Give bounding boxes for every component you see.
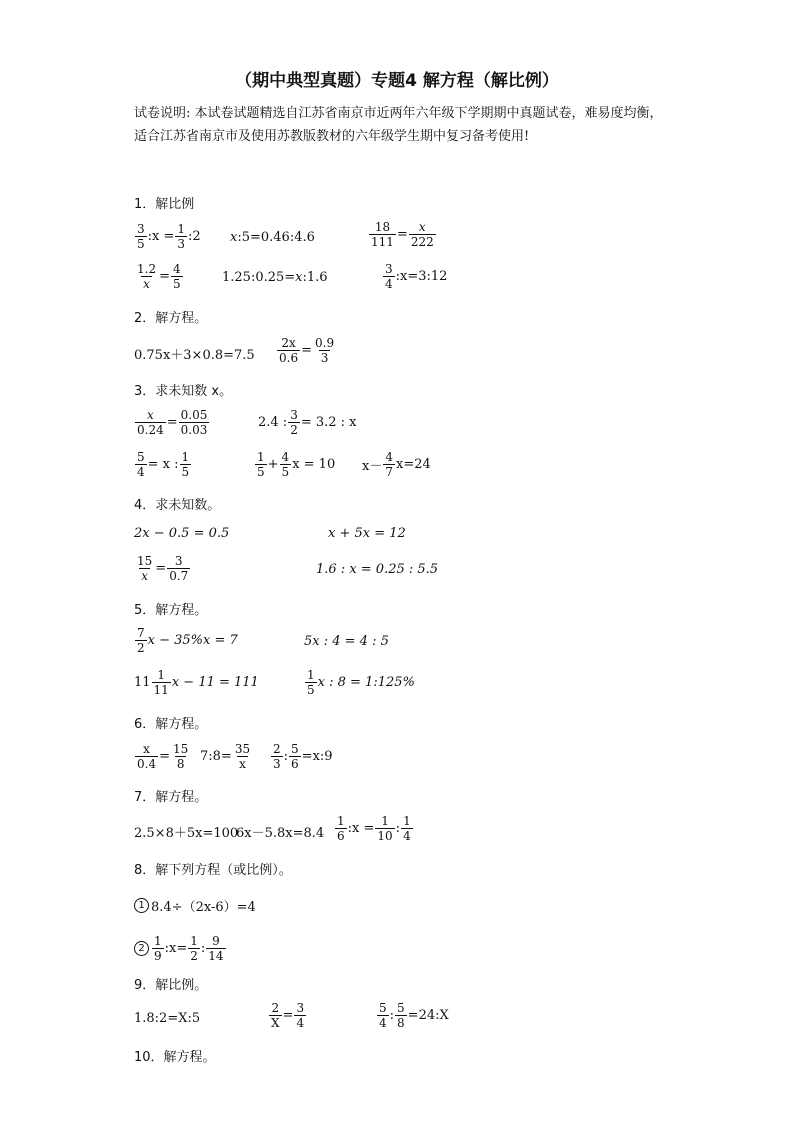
fraction: $\frac{1}{5}$: [257, 450, 265, 479]
fraction: $\frac{2}{3}$: [273, 742, 281, 771]
fraction: $\frac{1}{5}$: [307, 668, 315, 697]
fraction: $\frac{1}{9}$: [154, 934, 162, 963]
fraction: $\frac{0.9}{3}$: [315, 336, 335, 365]
eq-5b: 5x : 4 = 4 : 5: [304, 634, 389, 649]
fraction: $\frac{x}{0.4}$: [137, 742, 157, 771]
section-9-label: 9．解比例。: [134, 978, 208, 993]
fraction: $\frac{3}{0.7}$: [169, 554, 189, 583]
fraction: $\frac{15}{x}$: [137, 554, 153, 583]
section-10-label: 10．解方程。: [134, 1050, 216, 1065]
eq-4b: x + 5x = 12: [328, 526, 406, 541]
eq-2b: $\frac{2x}{0.6}$ = $\frac{0.9}{3}$: [279, 336, 335, 365]
eq-6b: 7:8= $\frac{35}{x}$: [200, 742, 251, 771]
fraction: $\frac{1}{4}$: [403, 814, 411, 843]
fraction: $\frac{5}{4}$: [137, 450, 145, 479]
fraction: $\frac{15}{8}$: [173, 742, 189, 771]
section-2-label: 2．解方程。: [134, 311, 208, 326]
section-8-label: 8．解下列方程（或比例）。: [134, 863, 292, 878]
fraction: $\frac{1}{11}$: [153, 668, 169, 697]
fraction: $\frac{5}{4}$: [379, 1001, 387, 1030]
mixed-number: 11 $\frac{1}{11}$: [134, 668, 169, 697]
fraction: $\frac{4}{7}$: [385, 450, 393, 479]
page-title: （期中典型真题）专题4 解方程（解比例）: [235, 71, 559, 91]
fraction: $\frac{1}{6}$: [337, 814, 345, 843]
eq-8b: 2 $\frac{1}{9}$ :x= $\frac{1}{2}$ : $\frac{9}{14}$: [134, 934, 227, 963]
eq-1b: x :5=0.46:4.6: [230, 230, 315, 245]
eq-7b: 6x－5.8x=8.4: [236, 826, 325, 841]
eq-4a: 2x − 0.5 = 0.5: [134, 526, 230, 541]
fraction: $\frac{35}{x}$: [234, 742, 251, 771]
eq-6c: $\frac{2}{3}$ : $\frac{5}{6}$ =x:9: [273, 742, 333, 771]
eq-4c: $\frac{15}{x}$ = $\frac{3}{0.7}$: [137, 554, 189, 583]
eq-1e: 1.25:0.25= x :1.6: [222, 270, 328, 285]
fraction: $\frac{1}{3}$: [177, 222, 186, 251]
fraction: $\frac{4}{5}$: [173, 262, 181, 291]
eq-1a: $\frac{3}{5}$ :x = $\frac{1}{3}$ :2: [137, 222, 201, 251]
eq-8a: 1 8.4÷（2x-6）=4: [134, 896, 256, 915]
fraction: $\frac{5}{8}$: [397, 1001, 405, 1030]
eq-1f: $\frac{3}{4}$ :x=3:12: [385, 262, 448, 291]
fraction: $\frac{1.2}{x}$: [137, 262, 157, 291]
eq-3d: $\frac{1}{5}$ + $\frac{4}{5}$ x = 10: [257, 450, 336, 479]
section-4-label: 4．求未知数。: [134, 498, 221, 513]
eq-9a: 1.8:2=X:5: [134, 1011, 201, 1026]
fraction: $\frac{4}{5}$: [281, 450, 290, 479]
fraction: $\frac{7}{2}$: [137, 626, 145, 655]
eq-3b: 2.4 : $\frac{3}{2}$ = 3.2 : x: [258, 408, 357, 437]
fraction: $\frac{0.05}{0.03}$: [180, 408, 208, 437]
eq-3e: x－ $\frac{4}{7}$ x=24: [362, 450, 431, 479]
eq-7c: $\frac{1}{6}$ :x = $\frac{1}{10}$ : $\frac{1}{4}$: [337, 814, 411, 843]
intro-text: 试卷说明: 本试卷试题精选自江苏省南京市近两年六年级下学期期中真题试卷，难易度均衡，适合江苏省南京市及使用苏教版教材的六年级学生期中复习备考使用!: [134, 106, 663, 144]
section-6-label: 6．解方程。: [134, 717, 208, 732]
fraction: $\frac{9}{14}$: [208, 934, 224, 963]
eq-5d: $\frac{1}{5}$ x : 8 = 1:125%: [307, 668, 415, 697]
fraction: $\frac{3}{4}$: [296, 1001, 305, 1030]
eq-3c: $\frac{5}{4}$ = x : $\frac{1}{5}$: [137, 450, 190, 479]
section-5-label: 5．解方程。: [134, 603, 208, 618]
circled-number: 2: [134, 941, 149, 956]
eq-6a: $\frac{x}{0.4}$ = $\frac{15}{8}$: [137, 742, 189, 771]
fraction: $\frac{18}{111}$: [371, 220, 394, 249]
fraction: $\frac{1}{10}$: [377, 814, 393, 843]
section-1-label: 1．解比例: [134, 197, 195, 212]
fraction: $\frac{3}{2}$: [290, 408, 298, 437]
eq-1d: $\frac{1.2}{x}$ = $\frac{4}{5}$: [137, 262, 181, 291]
eq-9c: $\frac{5}{4}$ : $\frac{5}{8}$ =24:X: [379, 1001, 449, 1030]
eq-2a: 0.75x＋3×0.8=7.5: [134, 348, 255, 363]
eq-4d: 1.6 : x = 0.25 : 5.5: [316, 562, 439, 577]
eq-5c: 11 $\frac{1}{11}$ x − 11 = 111: [134, 668, 259, 697]
eq-1c: $\frac{18}{111}$ = $\frac{x}{222}$: [371, 220, 434, 249]
fraction: $\frac{3}{5}$: [137, 222, 145, 251]
fraction: $\frac{2}{X}$: [271, 1001, 280, 1030]
fraction: $\frac{x}{0.24}$: [137, 408, 164, 437]
eq-7a: 2.5×8＋5x=100: [134, 826, 239, 841]
eq-9b: $\frac{2}{X}$ = $\frac{3}{4}$: [271, 1001, 305, 1030]
fraction: $\frac{1}{5}$: [181, 450, 190, 479]
fraction: $\frac{2x}{0.6}$: [279, 336, 299, 365]
section-3-label: 3．求未知数 x。: [134, 384, 233, 399]
circled-number: 1: [134, 898, 149, 913]
section-7-label: 7．解方程。: [134, 790, 208, 805]
fraction: $\frac{3}{4}$: [385, 262, 393, 291]
fraction: $\frac{x}{222}$: [410, 220, 434, 249]
eq-3a: $\frac{x}{0.24}$ = $\frac{0.05}{0.03}$: [137, 408, 208, 437]
fraction: $\frac{1}{2}$: [190, 934, 198, 963]
eq-5a: $\frac{7}{2}$ x − 35%x = 7: [137, 626, 238, 655]
fraction: $\frac{5}{6}$: [291, 742, 299, 771]
